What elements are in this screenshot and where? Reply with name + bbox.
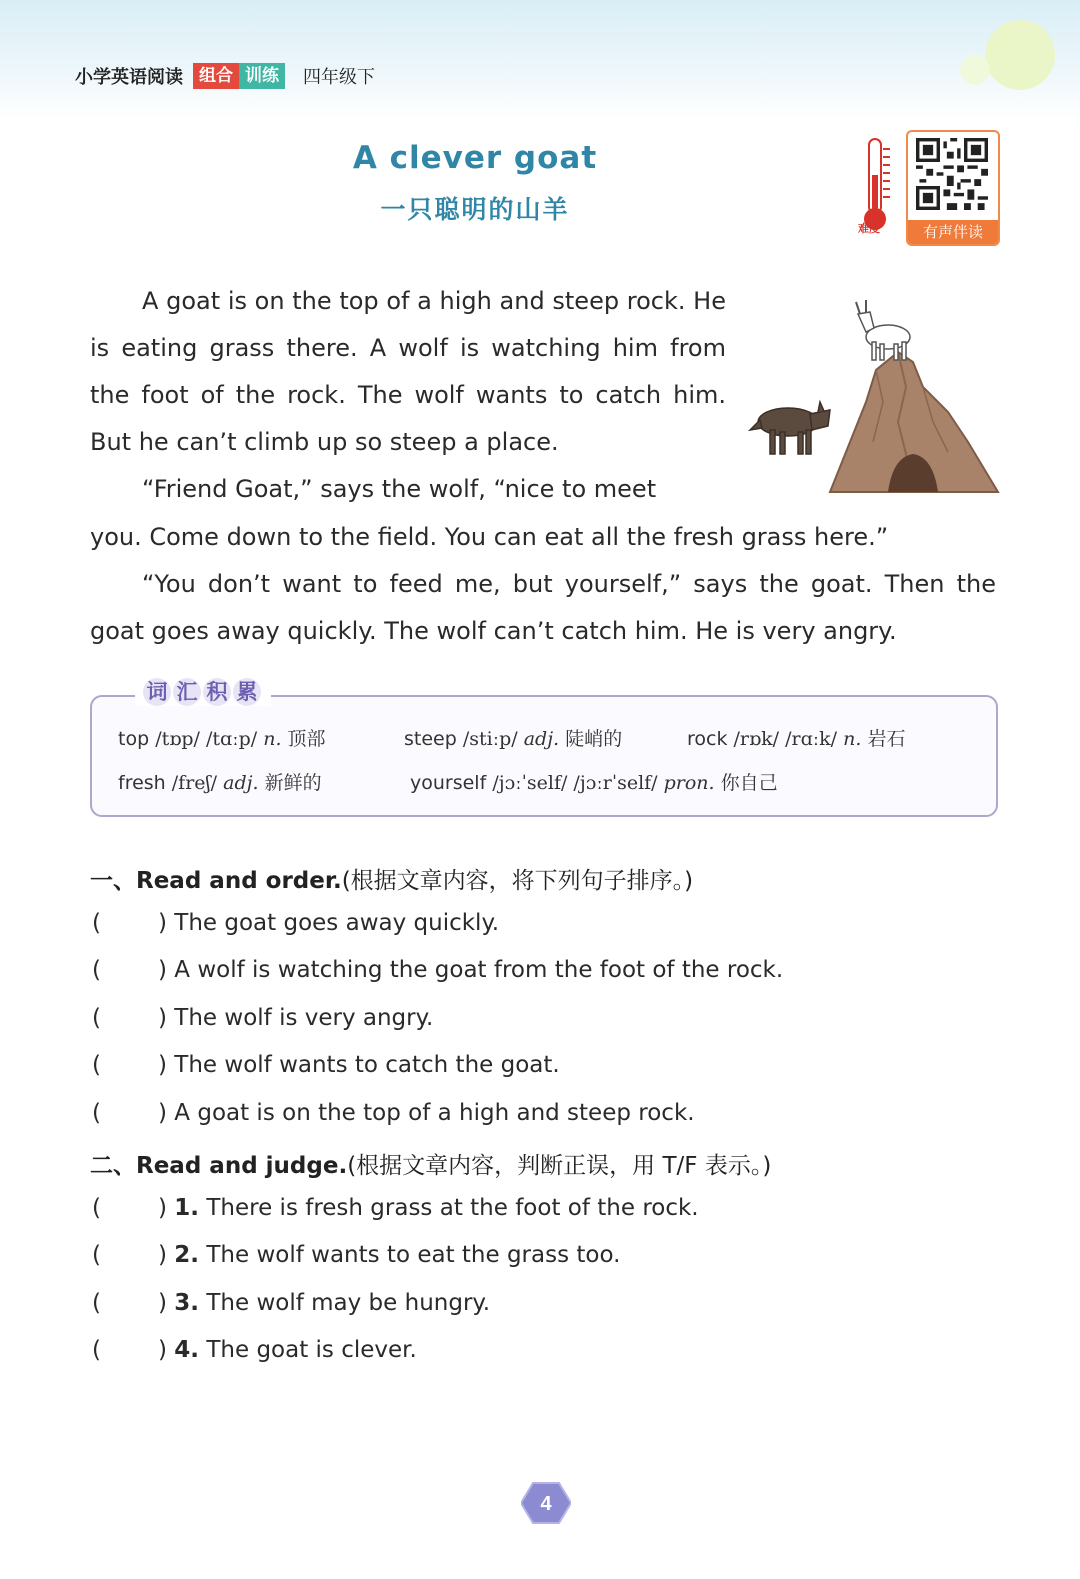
story-paragraph-1: A goat is on the top of a high and steep rock. He is eating grass there. A wolf is watching him from the foot of the rock. The wolf wants to catch him. But he can’t climb up so steep a place. xyxy=(90,287,726,456)
judge-item[interactable]: ( ) 3. The wolf may be hungry. xyxy=(92,1290,491,1316)
vocab-tag-char: 累 xyxy=(233,678,261,706)
vocab-tag-char: 积 xyxy=(203,678,231,706)
audio-reading-label[interactable]: 有声伴读 xyxy=(908,220,998,244)
difficulty-label: 难度 xyxy=(858,222,880,235)
goat-and-wolf-illustration xyxy=(748,292,1008,497)
order-item[interactable]: ( ) The goat goes away quickly. xyxy=(92,910,500,936)
story-text-bottom xyxy=(90,514,996,655)
page-title: A clever goat xyxy=(352,140,598,176)
qr-code-icon[interactable] xyxy=(916,138,988,210)
vocabulary-tag xyxy=(135,678,271,706)
page-number: 4 xyxy=(540,1493,552,1515)
page-subtitle: 一只聪明的山羊 xyxy=(380,195,570,224)
vocabulary-box xyxy=(90,695,998,817)
audio-qr-card[interactable] xyxy=(906,130,1000,246)
story-paragraph-3: “You don’t want to feed me, but yourself,” says the goat. Then the goat goes away quickly. The wolf can’t catch him. He is very angry. xyxy=(90,570,996,645)
page-number-badge xyxy=(521,1481,571,1525)
grade-label: 四年级下 xyxy=(303,67,375,88)
vocab-tag-char: 词 xyxy=(143,678,171,706)
judge-item[interactable]: ( ) 4. The goat is clever. xyxy=(92,1337,417,1363)
judge-item[interactable]: ( ) 2. The wolf wants to eat the grass too. xyxy=(92,1242,621,1268)
order-item[interactable]: ( ) A goat is on the top of a high and steep rock. xyxy=(92,1100,695,1126)
section-read-and-judge: 二、Read and judge.(根据文章内容，判断正误，用 T/F 表示。) xyxy=(90,1153,772,1179)
section-read-and-order: 一、Read and order.(根据文章内容，将下列句子排序。) xyxy=(90,868,694,894)
badge-training: 训练 xyxy=(239,63,285,89)
story-text-top xyxy=(90,278,726,513)
book-header xyxy=(75,62,375,90)
vocab-tag-char: 汇 xyxy=(173,678,201,706)
order-item[interactable]: ( ) The wolf is very angry. xyxy=(92,1005,434,1031)
decor-circle xyxy=(985,20,1055,90)
header-background xyxy=(0,0,1080,120)
vocab-entry-top: top /tɒp/ /tɑːp/ n. 顶部 xyxy=(118,728,326,750)
decor-circle-small xyxy=(960,55,990,85)
book-name: 小学英语阅读 xyxy=(75,67,183,88)
story-paragraph-2-start: “Friend Goat,” says the wolf, “nice to meet xyxy=(142,475,657,503)
story-paragraph-2-end: you. Come down to the field. You can eat all the fresh grass here.” xyxy=(90,523,889,551)
vocab-entry-yourself: yourself /jɔːˈself/ /jɔːrˈself/ pron. 你自己 xyxy=(410,772,778,794)
vocab-entry-steep: steep /stiːp/ adj. 陡峭的 xyxy=(404,728,623,750)
vocab-entry-rock: rock /rɒk/ /rɑːk/ n. 岩石 xyxy=(687,728,906,750)
badge-combo: 组合 xyxy=(193,63,239,89)
judge-item[interactable]: ( ) 1. There is fresh grass at the foot of the rock. xyxy=(92,1195,699,1221)
order-item[interactable]: ( ) A wolf is watching the goat from the foot of the rock. xyxy=(92,957,784,983)
order-item[interactable]: ( ) The wolf wants to catch the goat. xyxy=(92,1052,560,1078)
vocab-entry-fresh: fresh /freʃ/ adj. 新鲜的 xyxy=(118,772,322,794)
